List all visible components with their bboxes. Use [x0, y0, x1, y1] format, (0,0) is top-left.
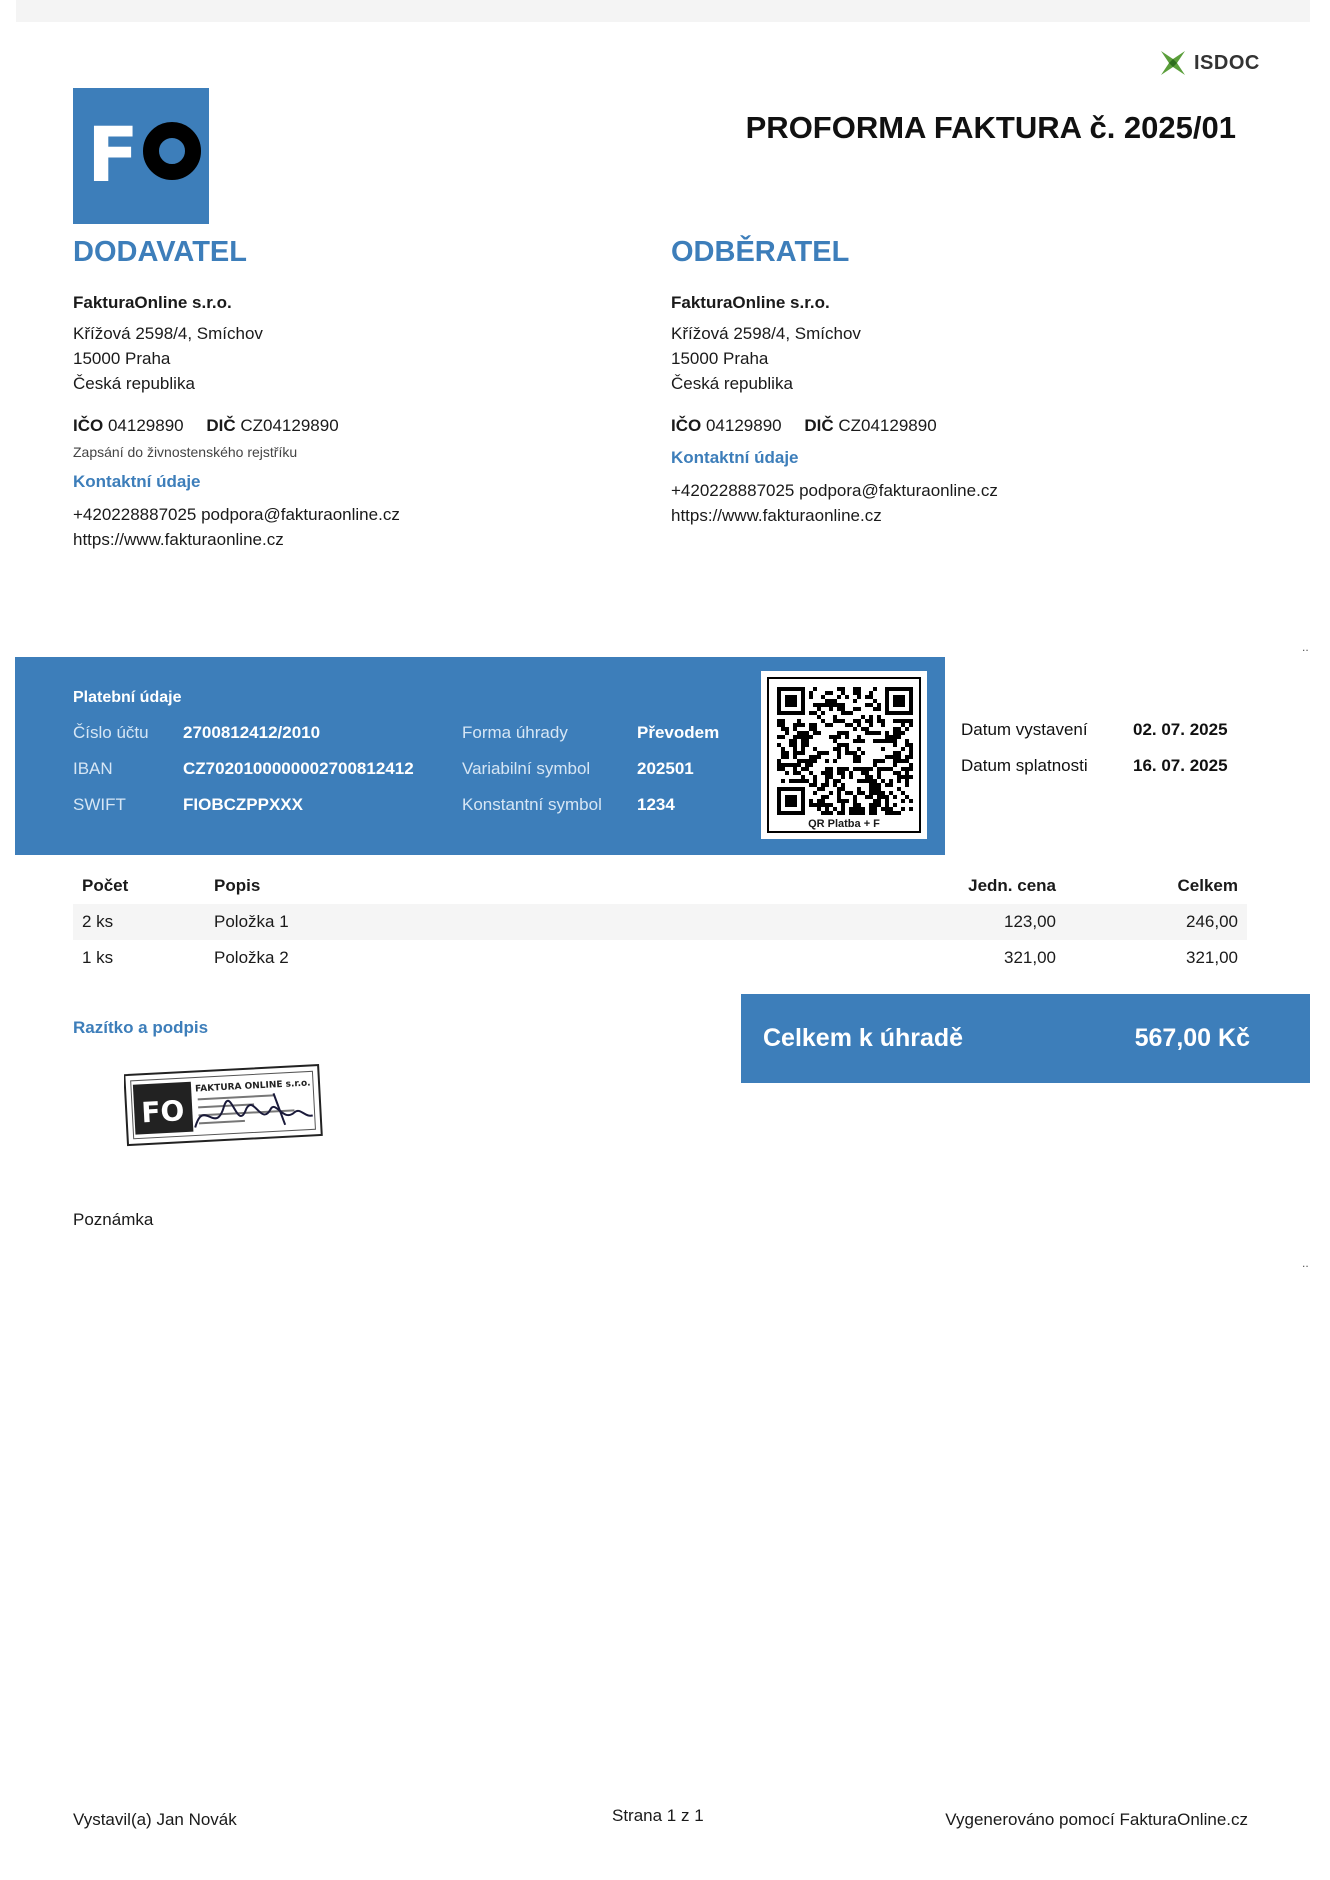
row-total: 321,00	[1186, 948, 1238, 967]
supplier-registration: Zapsání do živnostenského rejstříku	[73, 444, 298, 460]
customer-web-link[interactable]: https://www.fakturaonline.cz	[671, 506, 882, 525]
ks-value: 1234	[637, 795, 675, 814]
ks-label: Konstantní symbol	[462, 795, 602, 814]
account-value: 2700812412/2010	[183, 723, 321, 742]
total-due-value: 567,00 Kč	[1134, 1024, 1250, 1052]
issue-date-label: Datum vystavení	[961, 720, 1088, 739]
table-row	[73, 904, 1247, 940]
supplier-country: Česká republika	[73, 374, 195, 393]
svg-text:FAKTURA ONLINE s.r.o.: FAKTURA ONLINE s.r.o.	[194, 1078, 311, 1095]
edge-mark: ..	[1302, 640, 1309, 654]
customer-ids	[671, 416, 1191, 436]
customer-dic: CZ04129890	[838, 416, 937, 435]
total-due-box	[741, 994, 1310, 1083]
logo-o-ring	[143, 122, 201, 180]
note-label: Poznámka	[73, 1210, 154, 1229]
supplier-ico: 04129890	[107, 416, 184, 435]
vs-value: 202501	[637, 759, 694, 778]
row-total: 246,00	[1065, 904, 1247, 940]
payment-band	[15, 657, 945, 855]
customer-heading: ODBĚRATEL	[671, 236, 850, 268]
method-value: Převodem	[637, 723, 720, 742]
header-unit-price: Jedn. cena	[968, 876, 1056, 895]
row-unit-price: 321,00	[1004, 948, 1056, 967]
supplier-phone-email[interactable]: +420228887025 podpora@fakturaonline.cz	[73, 505, 400, 524]
swift-label: SWIFT	[73, 795, 126, 814]
top-bar	[16, 0, 1310, 22]
qr-pattern	[777, 687, 913, 815]
isdoc-label: ISDOC	[1194, 51, 1260, 74]
method-label: Forma úhrady	[462, 723, 568, 742]
footer-generated: Vygenerováno pomocí FakturaOnline.cz	[945, 1810, 1248, 1829]
table-header-row	[73, 868, 1247, 904]
table-row	[73, 940, 1247, 976]
due-date-label: Datum splatnosti	[961, 756, 1088, 775]
edge-mark: ..	[1302, 1256, 1309, 1270]
customer-block	[671, 236, 1191, 528]
account-label: Číslo účtu	[73, 723, 149, 742]
row-desc: Položka 2	[214, 948, 289, 967]
issue-date: 02. 07. 2025	[1133, 720, 1228, 739]
customer-name: FakturaOnline s.r.o.	[671, 293, 830, 312]
footer-issued-by: Vystavil(a) Jan Novák	[73, 1810, 237, 1829]
iban-label: IBAN	[73, 759, 113, 778]
company-logo	[73, 88, 209, 224]
total-due-label: Celkem k úhradě	[763, 1024, 964, 1052]
customer-ico: 04129890	[705, 416, 782, 435]
supplier-block	[73, 236, 593, 552]
payment-title: Platební údaje	[73, 689, 182, 706]
supplier-dic-label: DIČ	[206, 416, 236, 435]
customer-dic-label: DIČ	[804, 416, 834, 435]
customer-phone-email[interactable]: +420228887025 podpora@fakturaonline.cz	[671, 481, 998, 500]
supplier-heading: DODAVATEL	[73, 236, 247, 268]
supplier-contact-heading: Kontaktní údaje	[73, 472, 201, 491]
supplier-ids	[73, 416, 593, 436]
due-date: 16. 07. 2025	[1133, 756, 1228, 775]
supplier-dic: CZ04129890	[240, 416, 339, 435]
swift-value: FIOBCZPPXXX	[183, 795, 303, 814]
isdoc-badge[interactable]	[1158, 48, 1260, 78]
svg-text:FO: FO	[140, 1094, 186, 1130]
customer-city: 15000 Praha	[671, 349, 769, 368]
row-qty: 1 ks	[82, 948, 114, 967]
logo-letter: F	[87, 110, 137, 199]
row-unit-price: 123,00	[825, 904, 1065, 940]
items-table	[73, 868, 1247, 976]
supplier-city: 15000 Praha	[73, 349, 171, 368]
row-qty: 2 ks	[73, 904, 205, 940]
supplier-street: Křížová 2598/4, Smíchov	[73, 324, 263, 343]
qr-caption: QR Platba + F	[769, 818, 919, 831]
isdoc-icon	[1158, 48, 1188, 78]
stamp-heading: Razítko a podpis	[73, 1018, 209, 1037]
header-qty: Počet	[82, 876, 129, 895]
supplier-web-link[interactable]: https://www.fakturaonline.cz	[73, 530, 284, 549]
qr-code	[761, 671, 927, 839]
vs-label: Variabilní symbol	[462, 759, 591, 778]
footer-page: Strana 1 z 1	[612, 1806, 704, 1825]
supplier-name: FakturaOnline s.r.o.	[73, 293, 232, 312]
supplier-ico-label: IČO	[73, 416, 104, 435]
header-desc: Popis	[214, 876, 261, 895]
iban-value: CZ7020100000002700812412	[183, 759, 414, 778]
stamp-signature-image	[124, 1056, 324, 1152]
header-total: Celkem	[1177, 876, 1238, 895]
customer-country: Česká republika	[671, 374, 793, 393]
row-desc: Položka 1	[205, 904, 825, 940]
customer-contact-heading: Kontaktní údaje	[671, 448, 799, 467]
document-title: PROFORMA FAKTURA č. 2025/01	[745, 110, 1236, 145]
customer-street: Křížová 2598/4, Smíchov	[671, 324, 861, 343]
customer-ico-label: IČO	[671, 416, 702, 435]
